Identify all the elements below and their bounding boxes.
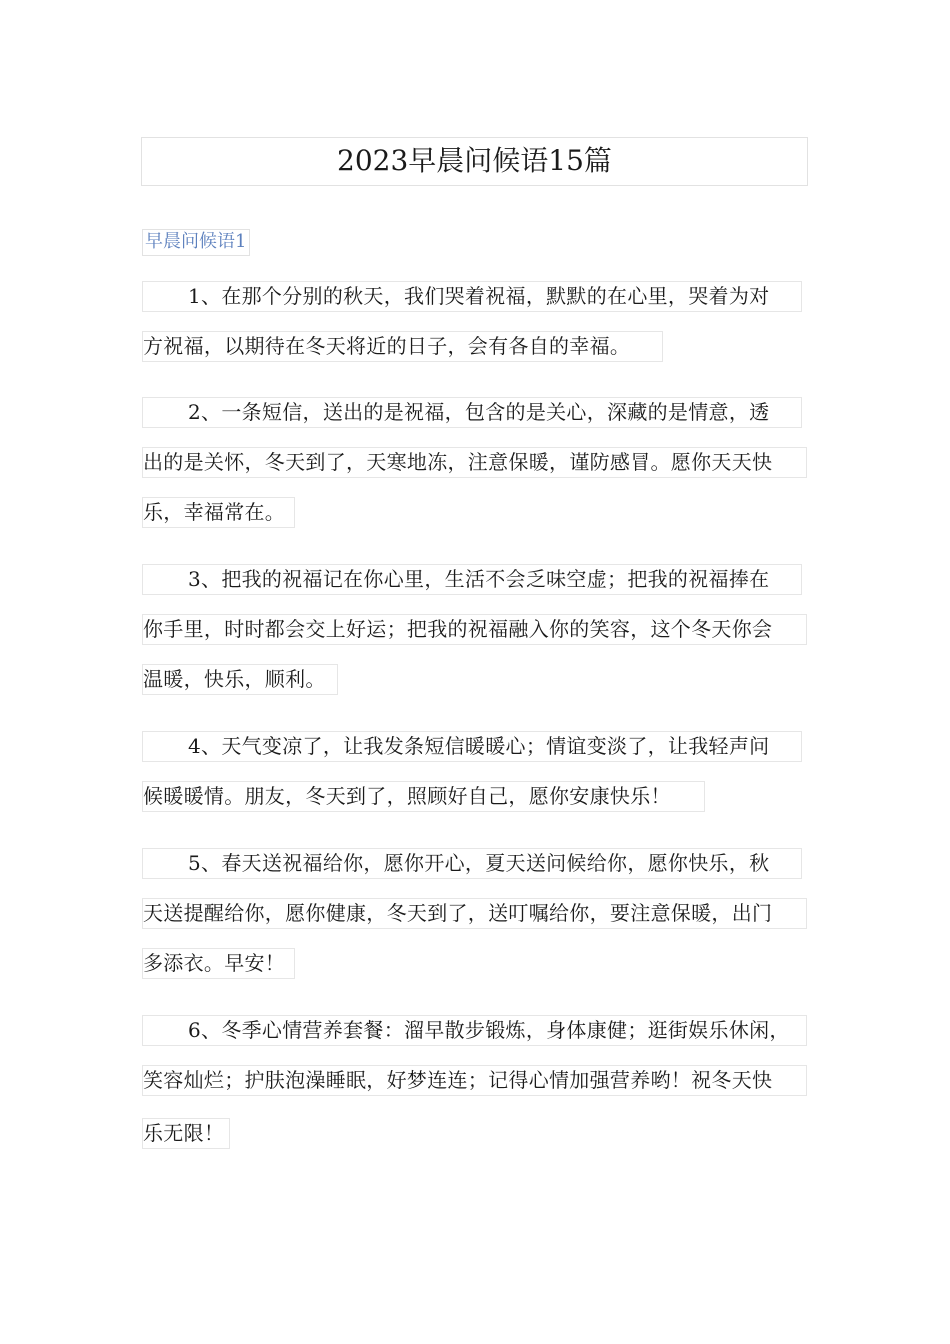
document-title: 2023早晨问候语15篇 bbox=[141, 137, 808, 186]
paragraph-3-line-2: 你手里，时时都会交上好运；把我的祝福融入你的笑容，这个冬天你会 bbox=[142, 614, 807, 645]
paragraph-1-line-1: 1、在那个分别的秋天，我们哭着祝福，默默的在心里，哭着为对 bbox=[142, 281, 802, 312]
paragraph-5-line-3: 多添衣。早安！ bbox=[142, 948, 295, 979]
paragraph-1-line-2: 方祝福，以期待在冬天将近的日子，会有各自的幸福。 bbox=[142, 331, 663, 362]
paragraph-6-line-2: 笑容灿烂；护肤泡澡睡眠，好梦连连；记得心情加强营养哟！祝冬天快 bbox=[142, 1065, 807, 1096]
paragraph-5-line-1: 5、春天送祝福给你，愿你开心，夏天送问候给你，愿你快乐，秋 bbox=[142, 848, 802, 879]
paragraph-4-line-2: 候暖暖情。朋友，冬天到了，照顾好自己，愿你安康快乐！ bbox=[142, 781, 705, 812]
paragraph-6-line-3: 乐无限！ bbox=[142, 1118, 230, 1149]
paragraph-6-line-1: 6、冬季心情营养套餐：溜早散步锻炼，身体康健；逛街娱乐休闲， bbox=[142, 1015, 807, 1046]
paragraph-5-line-2: 天送提醒给你，愿你健康，冬天到了，送叮嘱给你，要注意保暖，出门 bbox=[142, 898, 807, 929]
paragraph-2-line-2: 出的是关怀，冬天到了，天寒地冻，注意保暖，谨防感冒。愿你天天快 bbox=[142, 447, 807, 478]
paragraph-2-line-1: 2、一条短信，送出的是祝福，包含的是关心，深藏的是情意，透 bbox=[142, 397, 802, 428]
paragraph-2-line-3: 乐，幸福常在。 bbox=[142, 497, 295, 528]
paragraph-3-line-1: 3、把我的祝福记在你心里，生活不会乏味空虚；把我的祝福捧在 bbox=[142, 564, 802, 595]
section-heading: 早晨问候语1 bbox=[142, 229, 250, 256]
paragraph-4-line-1: 4、天气变凉了，让我发条短信暖暖心；情谊变淡了，让我轻声问 bbox=[142, 731, 802, 762]
paragraph-3-line-3: 温暖，快乐，顺利。 bbox=[142, 664, 338, 695]
